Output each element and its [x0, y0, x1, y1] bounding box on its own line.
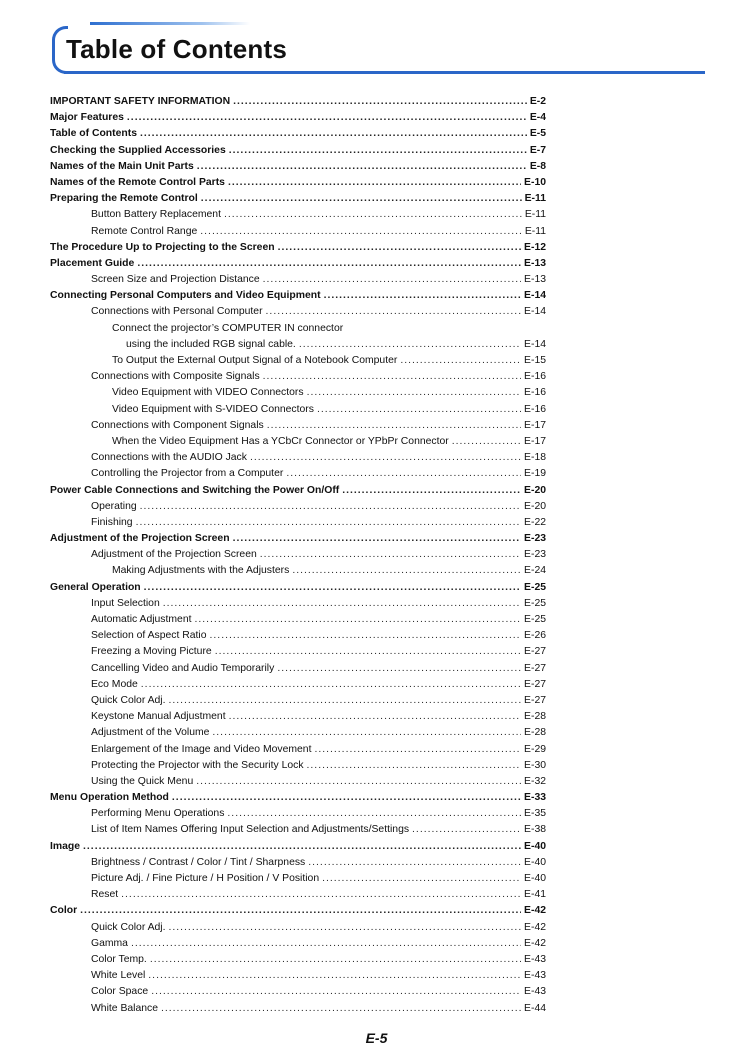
dot-leader	[121, 887, 521, 903]
toc-entry-label: Cancelling Video and Audio Temporarily	[91, 662, 275, 674]
toc-entry[interactable]	[50, 920, 546, 936]
toc-entry[interactable]	[50, 628, 546, 644]
dot-leader	[307, 758, 522, 774]
toc-entry-label: Input Selection	[91, 597, 160, 609]
toc-entry[interactable]	[50, 709, 546, 725]
toc-entry-label: White Level	[91, 970, 146, 982]
toc-entry-page: E-43	[524, 970, 546, 982]
toc-entry-label: IMPORTANT SAFETY INFORMATION	[50, 96, 231, 107]
toc-entry-label: Brightness / Contrast / Color / Tint / Sharpness	[91, 856, 306, 868]
dot-leader	[136, 515, 521, 531]
toc-entry[interactable]	[50, 240, 546, 256]
dot-leader	[144, 580, 521, 596]
toc-entry-page: E-20	[524, 500, 546, 512]
toc-entry-label: Button Battery Replacement	[91, 209, 221, 221]
toc-entry-page: E-22	[524, 516, 546, 528]
toc-entry[interactable]	[50, 774, 546, 790]
toc-entry-page: E-35	[524, 808, 546, 820]
toc-entry-page: E-17	[524, 419, 546, 431]
dot-leader	[233, 531, 521, 547]
toc-entry-page: E-14	[524, 338, 546, 350]
toc-entry-label: Color Temp.	[91, 953, 147, 965]
toc-entry[interactable]	[50, 968, 546, 984]
toc-entry[interactable]	[50, 806, 546, 822]
toc-entry[interactable]	[50, 563, 546, 579]
page-title: Table of Contents	[66, 34, 288, 64]
dot-leader	[228, 175, 521, 191]
toc-entry-page: E-38	[524, 824, 546, 836]
toc-entry-page: E-27	[524, 662, 546, 674]
dot-leader	[286, 466, 521, 482]
dot-leader	[267, 418, 521, 434]
toc-entry-page: E-41	[524, 889, 546, 901]
dot-leader	[266, 304, 522, 320]
toc-entry-label: Using the Quick Menu	[91, 775, 194, 787]
toc-entry-page: E-2	[529, 96, 546, 107]
dot-leader	[307, 385, 521, 401]
toc-entry-label: Quick Color Adj.	[91, 694, 166, 706]
toc-entry-label: Video Equipment with VIDEO Connectors	[112, 387, 304, 399]
toc-entry[interactable]	[50, 402, 546, 418]
dot-leader	[140, 499, 521, 515]
toc-entry-page: E-19	[524, 468, 546, 480]
toc-entry-page: E-10	[524, 176, 546, 188]
dot-leader	[80, 903, 521, 919]
toc-entry-label: Video Equipment with S-VIDEO Connectors	[112, 403, 314, 415]
toc-entry-label: Picture Adj. / Fine Picture / H Position / V Position	[91, 873, 320, 884]
toc-entry-label: Table of Contents	[50, 128, 137, 140]
toc-entry[interactable]	[50, 790, 546, 806]
toc-entry-page: E-14	[524, 290, 546, 302]
toc-entry-page: E-11	[524, 193, 546, 205]
toc-entry-page: E-33	[524, 792, 546, 804]
toc-entry-page: E-11	[524, 209, 546, 221]
toc-entry[interactable]	[50, 936, 546, 952]
toc-entry-label: Screen Size and Projection Distance	[91, 274, 260, 286]
toc-entry-label: List of Item Names Offering Input Selection and Adjustments/Settings	[91, 824, 410, 836]
toc-entry[interactable]	[50, 693, 546, 709]
toc-entry-page: E-43	[524, 986, 546, 998]
toc-entry-page: E-40	[524, 840, 546, 852]
toc-entry-page: E-43	[524, 953, 546, 965]
toc-entry-page: E-16	[524, 387, 546, 399]
toc-entry-page: E-28	[524, 727, 546, 739]
toc-entry[interactable]	[50, 677, 546, 693]
toc-entry-page: E-12	[524, 241, 546, 253]
toc-entry[interactable]	[50, 126, 546, 142]
toc-entry[interactable]	[50, 321, 546, 337]
dot-leader	[324, 288, 521, 304]
toc-entry-label: Eco Mode	[91, 678, 138, 690]
dot-leader	[314, 742, 521, 758]
toc-entry-label: Preparing the Remote Control	[50, 193, 198, 205]
toc-entry[interactable]	[50, 337, 546, 353]
dot-leader	[400, 353, 521, 369]
toc-entry-label: Finishing	[91, 516, 133, 528]
toc-entry-label: The Procedure Up to Projecting to the Screen	[50, 241, 275, 253]
dot-leader	[292, 563, 521, 579]
toc-entry-page: E-23	[524, 533, 546, 545]
dot-leader	[229, 709, 521, 725]
toc-entry[interactable]	[50, 434, 546, 450]
dot-leader	[412, 822, 521, 838]
toc-entry-page: E-27	[524, 646, 546, 658]
toc-entry[interactable]	[50, 725, 546, 741]
dot-leader	[263, 272, 521, 288]
toc-entry[interactable]	[50, 385, 546, 401]
toc-entry[interactable]	[50, 143, 546, 159]
dot-leader	[140, 126, 527, 142]
toc-entry-label: Gamma	[91, 937, 128, 949]
toc-entry-page: E-15	[524, 355, 546, 366]
dot-leader	[200, 224, 522, 240]
toc-entry[interactable]	[50, 596, 546, 612]
toc-entry[interactable]	[50, 191, 546, 207]
toc-entry[interactable]	[50, 515, 546, 531]
toc-entry[interactable]	[50, 256, 546, 272]
toc-entry[interactable]	[50, 369, 546, 385]
toc-entry-page: E-13	[524, 257, 546, 269]
toc-entry-page: E-26	[524, 630, 546, 642]
toc-entry-label: Remote Control Range	[91, 225, 198, 237]
toc-entry-label: Menu Operation Method	[50, 792, 169, 804]
toc-entry-label: Adjustment of the Projection Screen	[91, 549, 257, 561]
toc-entry[interactable]	[50, 887, 546, 903]
toc-entry[interactable]	[50, 353, 546, 369]
toc-entry[interactable]	[50, 871, 546, 887]
toc-entry-label: Connections with the AUDIO Jack	[91, 452, 247, 464]
toc-entry[interactable]	[50, 661, 546, 677]
toc-entry-page: E-44	[524, 1002, 546, 1014]
toc-entry[interactable]	[50, 1001, 546, 1017]
toc-entry-page: E-7	[529, 144, 546, 156]
toc-entry-page: E-42	[524, 937, 546, 949]
dot-leader	[137, 256, 521, 272]
toc-entry-label: Placement Guide	[50, 257, 135, 269]
toc-entry[interactable]	[50, 612, 546, 628]
toc-entry-page: E-29	[524, 743, 546, 755]
dot-leader	[263, 369, 521, 385]
toc-entry-page: E-5	[529, 128, 546, 140]
dot-leader	[317, 402, 521, 418]
toc-entry-label: To Output the External Output Signal of a Notebook Computer	[112, 355, 398, 366]
toc-entry-page: E-23	[524, 549, 546, 561]
toc-entry-page: E-16	[524, 371, 546, 383]
dot-leader	[224, 207, 522, 223]
dot-leader	[196, 774, 521, 790]
toc-entry-label: Names of the Main Unit Parts	[50, 160, 194, 172]
toc-entry[interactable]	[50, 466, 546, 482]
dot-leader	[322, 871, 521, 887]
dot-leader	[151, 984, 521, 1000]
dot-leader	[277, 661, 521, 677]
dot-leader	[210, 628, 522, 644]
toc-entry[interactable]	[50, 499, 546, 515]
toc-entry-page: E-17	[524, 435, 546, 447]
toc-entry-label: Connecting Personal Computers and Video Equipment	[50, 290, 321, 302]
toc-entry[interactable]	[50, 984, 546, 1000]
toc-entry-label: Color	[50, 905, 78, 917]
dot-leader	[215, 644, 521, 660]
toc-entry-page: E-25	[524, 614, 546, 625]
toc-entry-label: Making Adjustments with the Adjusters	[112, 565, 290, 577]
toc-entry-label: General Operation	[50, 581, 141, 593]
toc-entry-page: E-4	[529, 112, 546, 124]
dot-leader	[169, 920, 522, 936]
dot-leader	[299, 337, 521, 353]
toc-entry-label: Reset	[91, 889, 119, 901]
toc-entry-label: Operating	[91, 500, 137, 512]
title-band	[50, 22, 705, 74]
dot-leader	[250, 450, 521, 466]
title-underline	[64, 71, 705, 74]
toc-entry-page: E-14	[524, 306, 546, 318]
toc-entry[interactable]	[50, 483, 546, 499]
toc-entry[interactable]	[50, 272, 546, 288]
table-of-contents	[50, 94, 546, 1017]
toc-entry-label: Image	[50, 840, 81, 852]
toc-entry-page: E-25	[524, 581, 546, 593]
toc-entry-label: Automatic Adjustment	[91, 614, 192, 625]
toc-entry-label: Enlargement of the Image and Video Movement	[91, 743, 312, 755]
toc-entry-page: E-20	[524, 484, 546, 496]
toc-entry-page: E-32	[524, 775, 546, 787]
toc-entry-label: Protecting the Projector with the Security Lock	[91, 759, 304, 771]
toc-entry[interactable]	[50, 903, 546, 919]
dot-leader	[227, 806, 521, 822]
toc-entry[interactable]	[50, 175, 546, 191]
toc-entry-label: Connections with Composite Signals	[91, 371, 260, 383]
toc-entry-label: using the included RGB signal cable.	[126, 338, 296, 350]
dot-leader	[163, 596, 521, 612]
toc-entry-page: E-24	[524, 565, 546, 577]
dot-leader	[150, 952, 521, 968]
toc-entry[interactable]	[50, 822, 546, 838]
toc-entry-label: Selection of Aspect Ratio	[91, 630, 207, 642]
toc-entry[interactable]	[50, 839, 546, 855]
toc-entry[interactable]	[50, 580, 546, 596]
toc-entry-label: Adjustment of the Projection Screen	[50, 533, 230, 545]
toc-entry-page: E-30	[524, 759, 546, 771]
toc-entry-label: Controlling the Projector from a Computer	[91, 468, 284, 480]
toc-entry[interactable]	[50, 110, 546, 126]
title-top-accent	[90, 22, 250, 25]
toc-entry-page: E-28	[524, 711, 546, 723]
toc-entry-label: Quick Color Adj.	[91, 921, 166, 933]
toc-entry[interactable]	[50, 304, 546, 320]
dot-leader	[83, 839, 521, 855]
toc-entry-page: E-42	[524, 921, 546, 933]
dot-leader	[201, 191, 522, 207]
toc-entry-page: E-27	[524, 678, 546, 690]
toc-entry-label: Adjustment of the Volume	[91, 727, 210, 739]
toc-entry[interactable]	[50, 855, 546, 871]
toc-entry-label: Color Space	[91, 986, 149, 998]
dot-leader	[278, 240, 521, 256]
toc-entry[interactable]	[50, 531, 546, 547]
toc-entry-page: E-11	[524, 225, 546, 237]
dot-leader	[172, 790, 521, 806]
toc-entry-page: E-25	[524, 597, 546, 609]
dot-leader	[169, 693, 522, 709]
toc-entry-label: Freezing a Moving Picture	[91, 646, 212, 658]
dot-leader	[260, 547, 521, 563]
toc-entry[interactable]	[50, 224, 546, 240]
toc-entry-label: Performing Menu Operations	[91, 808, 225, 820]
toc-entry[interactable]	[50, 644, 546, 660]
toc-entry-page: E-16	[524, 403, 546, 415]
toc-entry-label: Names of the Remote Control Parts	[50, 176, 225, 188]
toc-entry-page: E-13	[524, 274, 546, 286]
dot-leader	[148, 968, 521, 984]
dot-leader	[452, 434, 521, 450]
toc-entry[interactable]	[50, 288, 546, 304]
toc-entry[interactable]	[50, 159, 546, 175]
toc-entry-page: E-27	[524, 694, 546, 706]
dot-leader	[212, 725, 521, 741]
toc-entry-page: E-18	[524, 452, 546, 464]
toc-entry-page: E-8	[529, 160, 546, 172]
toc-entry[interactable]	[50, 952, 546, 968]
dot-leader	[342, 483, 521, 499]
toc-entry-page: E-40	[524, 873, 546, 884]
toc-entry-label: Connect the projector’s COMPUTER IN connector	[112, 322, 344, 334]
dot-leader	[308, 855, 521, 871]
dot-leader	[141, 677, 521, 693]
toc-entry-label: Power Cable Connections and Switching the Power On/Off	[50, 484, 340, 496]
toc-entry-label: Connections with Personal Computer	[91, 306, 263, 318]
toc-entry[interactable]	[50, 207, 546, 223]
toc-entry[interactable]	[50, 742, 546, 758]
toc-entry-label: White Balance	[91, 1002, 158, 1014]
toc-entry-label: Checking the Supplied Accessories	[50, 144, 226, 156]
toc-entry-label: Keystone Manual Adjustment	[91, 711, 226, 723]
toc-entry[interactable]	[50, 418, 546, 434]
dot-leader	[233, 94, 527, 110]
dot-leader	[131, 936, 521, 952]
dot-leader	[161, 1001, 521, 1017]
toc-entry-page: E-42	[524, 905, 546, 917]
toc-entry[interactable]	[50, 547, 546, 563]
toc-entry-page: E-40	[524, 856, 546, 868]
toc-entry-label: Major Features	[50, 112, 124, 124]
dot-leader	[197, 159, 527, 175]
dot-leader	[195, 612, 522, 628]
dot-leader	[127, 110, 527, 126]
toc-entry[interactable]	[50, 758, 546, 774]
toc-entry-label: Connections with Component Signals	[91, 419, 264, 431]
toc-entry[interactable]	[50, 450, 546, 466]
toc-entry[interactable]	[50, 94, 546, 110]
toc-entry-label: When the Video Equipment Has a YCbCr Connector or YPbPr Connector	[112, 435, 449, 447]
dot-leader	[229, 143, 527, 159]
page-number: E-5	[365, 1030, 388, 1046]
